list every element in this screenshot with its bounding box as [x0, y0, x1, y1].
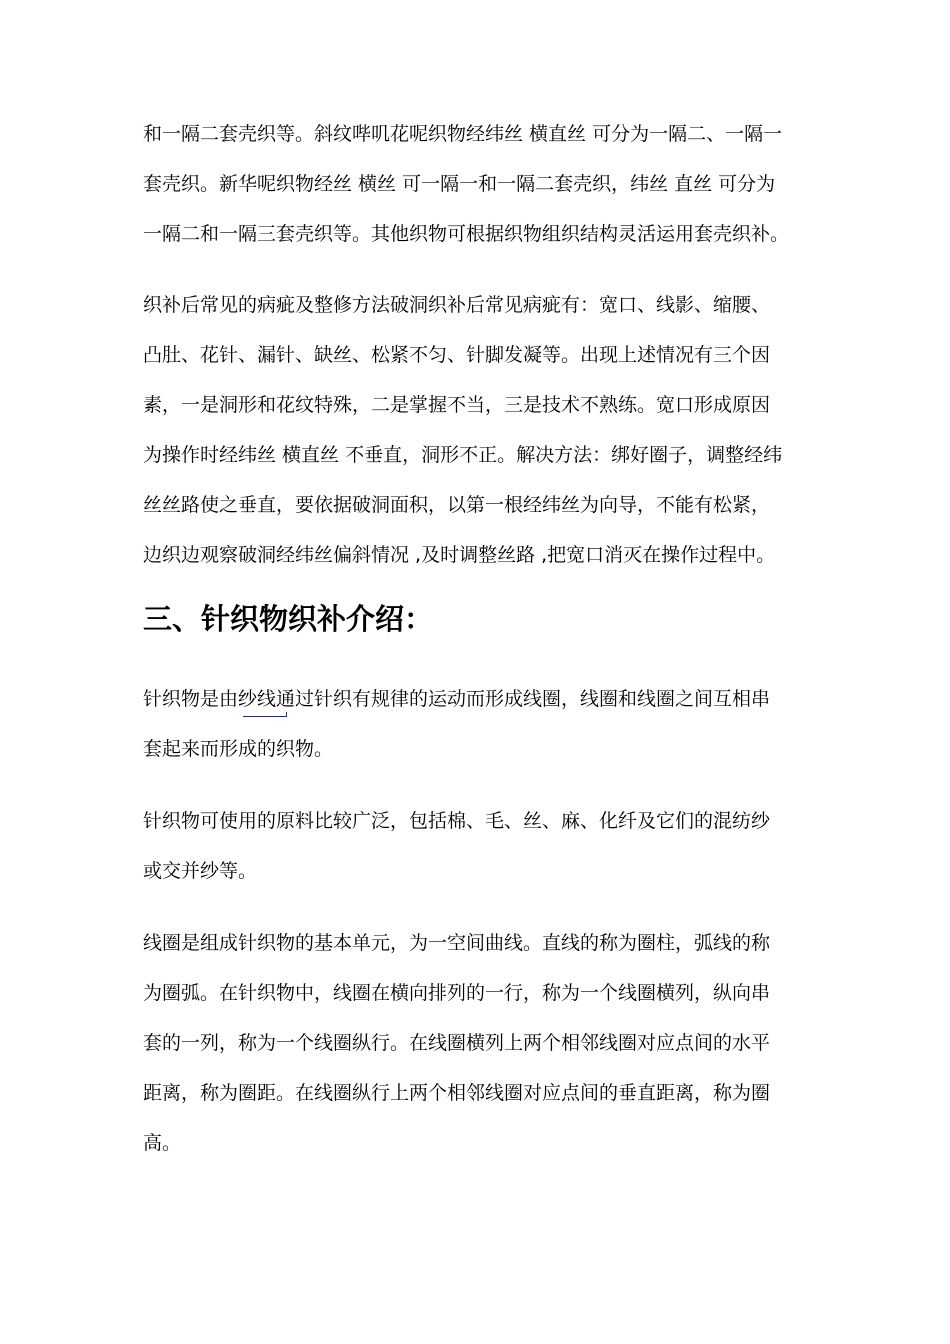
paragraph-line: 为操作时经纬丝 横直丝 不垂直，洞形不正。解决方法：绑好圈子，调整经纬 — [143, 444, 783, 466]
paragraph-line: 和一隔二套壳织等。斜纹哔叽花呢织物经纬丝 横直丝 可分为一隔二、一隔一 — [143, 123, 783, 145]
paragraph-line: 凸肚、花针、漏针、缺丝、松紧不匀、针脚发凝等。出现上述情况有三个因 — [143, 344, 771, 366]
paragraph-line: 距离，称为圈距。在线圈纵行上两个相邻线圈对应点间的垂直距离，称为圈 — [143, 1082, 771, 1104]
paragraph-line: 针织物是由纱线通过针织有规律的运动而形成线圈，线圈和线圈之间互相串 — [143, 688, 771, 710]
paragraph-line: 为圈弧。在针织物中，线圈在横向排列的一行，称为一个线圈横列，纵向串 — [143, 982, 771, 1004]
paragraph-line: 一隔二和一隔三套壳织等。其他织物可根据织物组织结构灵活运用套壳织补。 — [143, 223, 790, 245]
paragraph-line: 边织边观察破洞经纬丝偏斜情况 ,及时调整丝路 ,把宽口消灭在操作过程中。 — [143, 544, 776, 566]
hyperlink-underline-tick — [286, 712, 287, 717]
paragraph-line: 套壳织。新华呢织物经丝 横丝 可一隔一和一隔二套壳织，纬丝 直丝 可分为 — [143, 173, 776, 195]
paragraph-line: 素，一是洞形和花纹特殊，二是掌握不当，三是技术不熟练。宽口形成原因 — [143, 394, 771, 416]
paragraph-line: 套的一列，称为一个线圈纵行。在线圈横列上两个相邻线圈对应点间的水平 — [143, 1032, 771, 1054]
paragraph-line: 高。 — [143, 1132, 182, 1154]
paragraph-line: 套起来而形成的织物。 — [143, 738, 334, 760]
paragraph-line: 针织物可使用的原料比较广泛，包括棉、毛、丝、麻、化纤及它们的混纺纱 — [143, 810, 771, 832]
paragraph-line: 织补后常见的病疵及整修方法破洞织补后常见病疵有：宽口、线影、缩腰、 — [143, 294, 771, 316]
hyperlink-underline[interactable] — [243, 716, 287, 717]
paragraph-line: 丝丝路使之垂直，要依据破洞面积，以第一根经纬丝为向导，不能有松紧， — [143, 494, 771, 516]
paragraph-line: 或交并纱等。 — [143, 860, 258, 882]
section-heading: 三、针织物织补介绍： — [143, 602, 434, 636]
paragraph-line: 线圈是组成针织物的基本单元，为一空间曲线。直线的称为圈柱，弧线的称 — [143, 932, 771, 954]
